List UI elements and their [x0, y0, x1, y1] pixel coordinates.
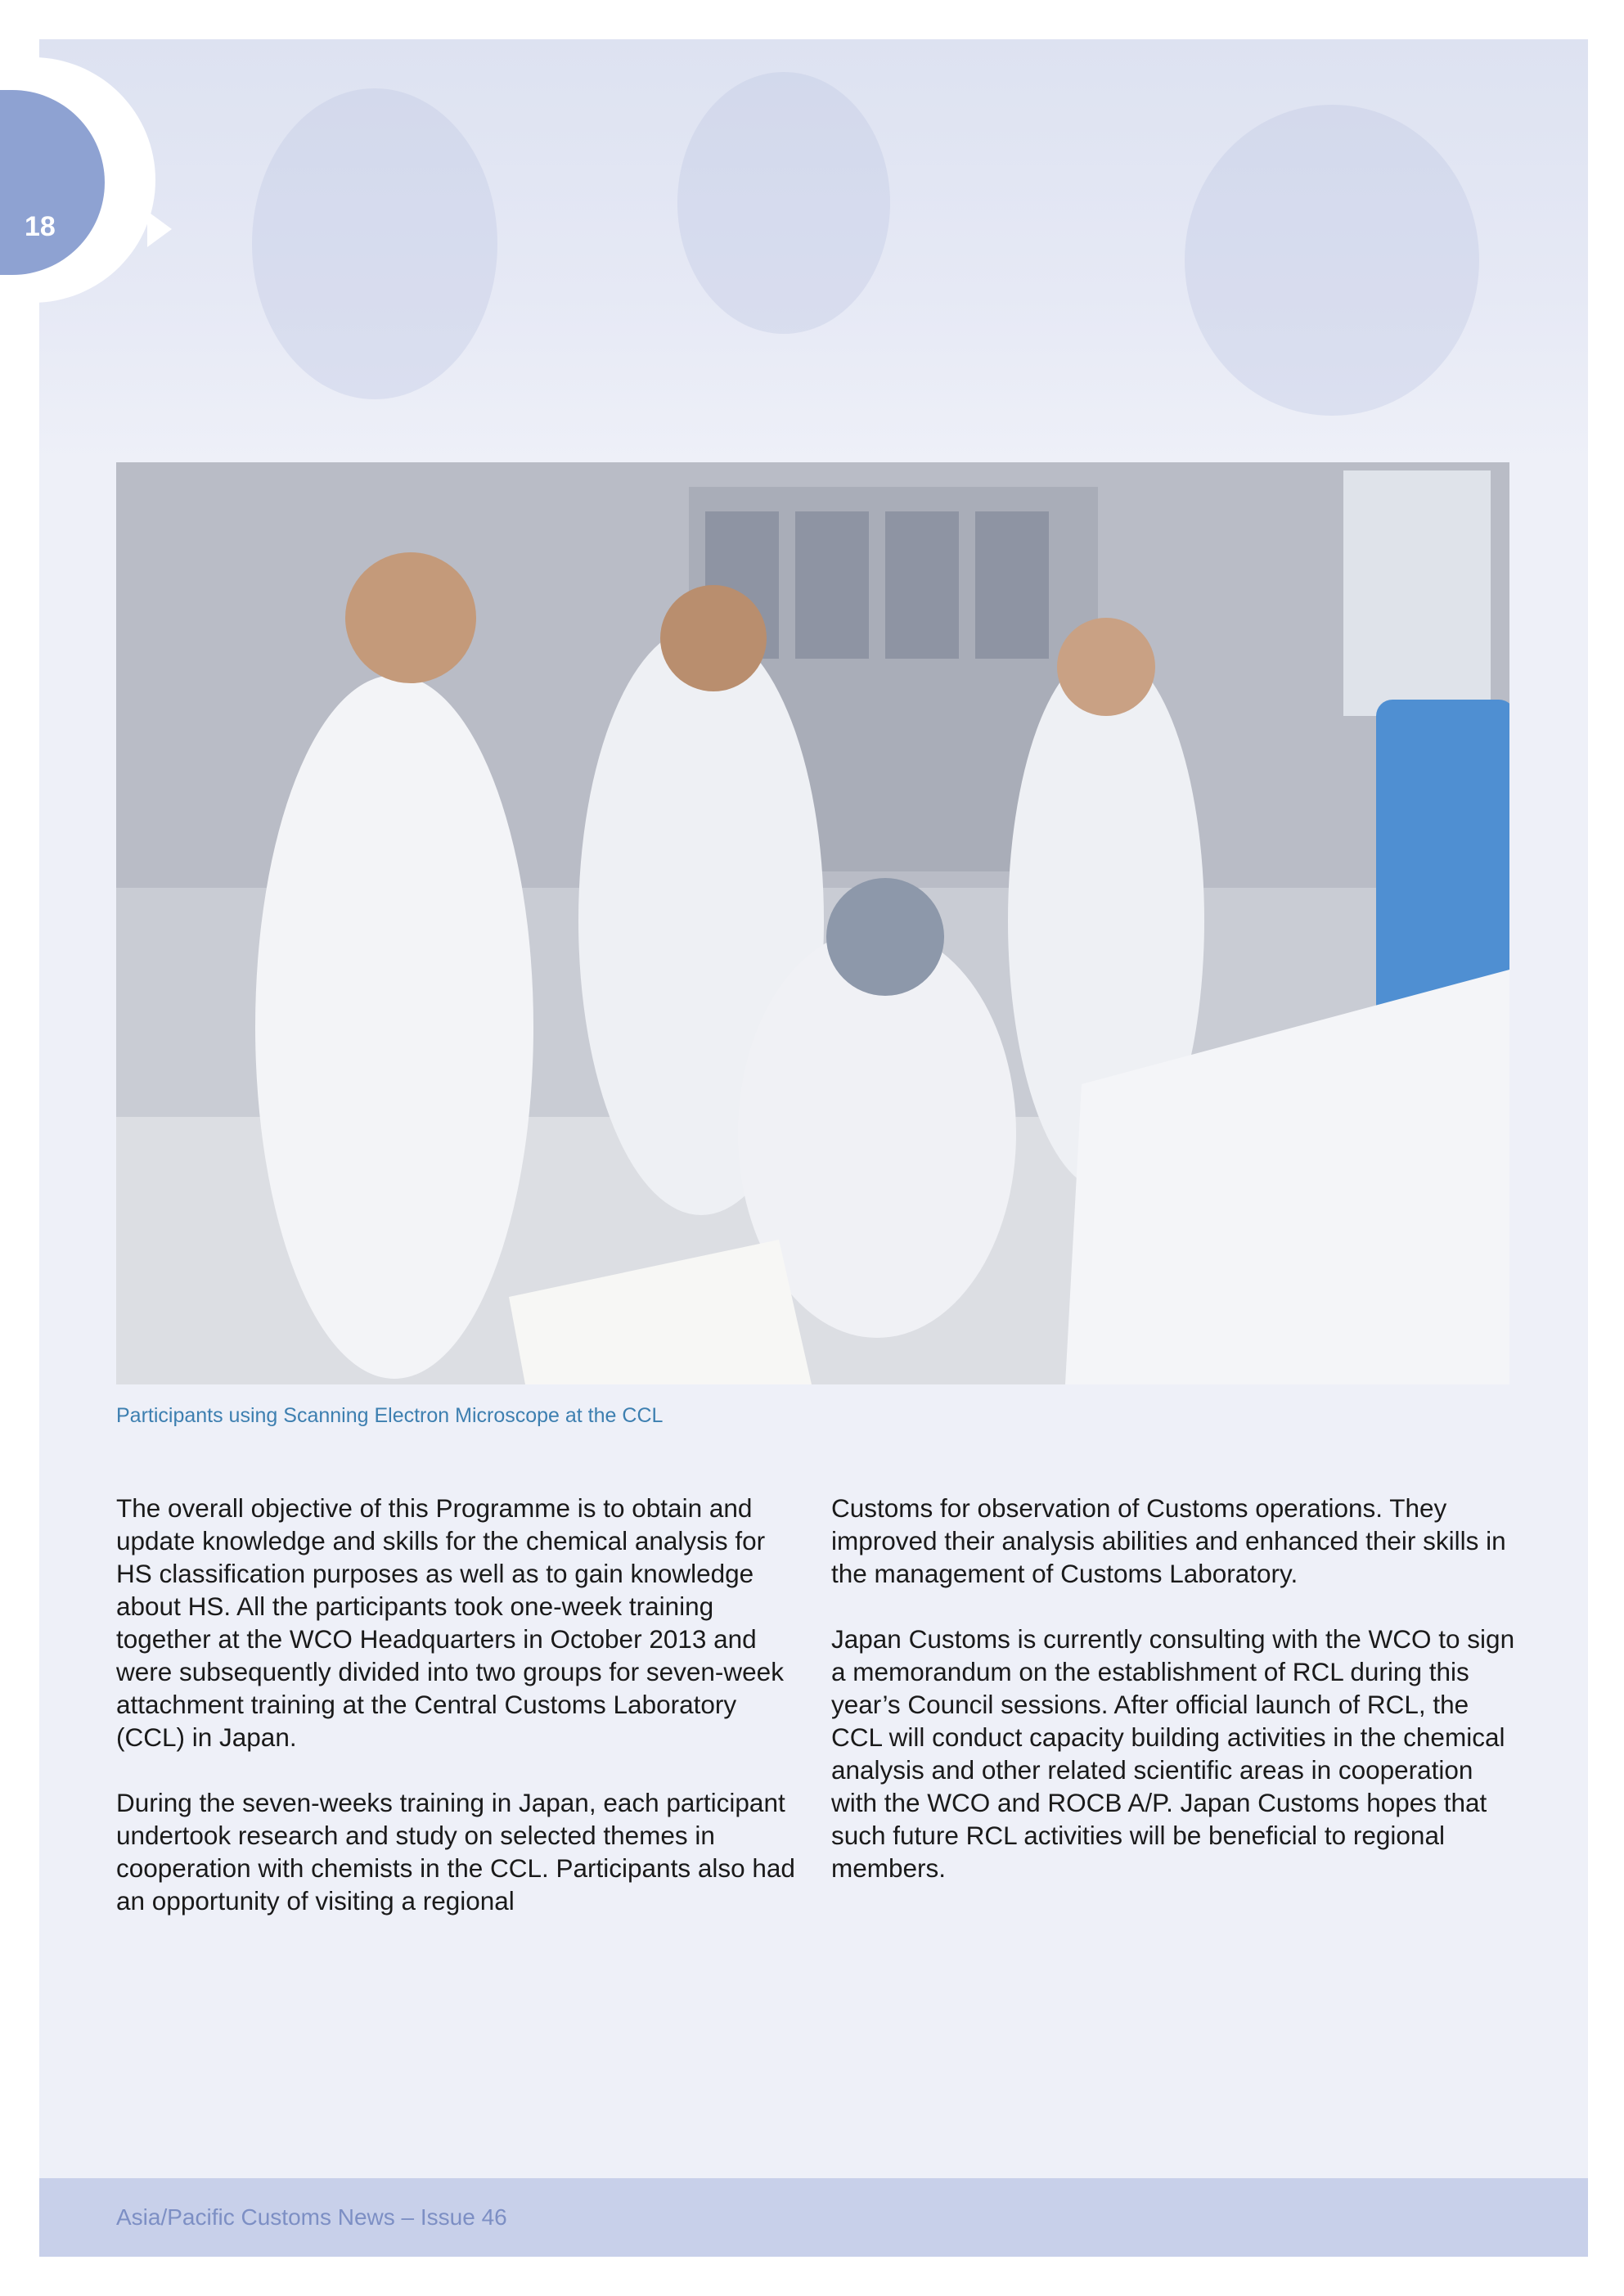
photo-caption: Participants using Scanning Electron Microscope at the CCL: [116, 1404, 664, 1427]
footer-band: [39, 2178, 1588, 2257]
ghost-figure: [252, 88, 497, 399]
lab-photo: [116, 462, 1509, 1384]
person-left: [255, 675, 533, 1379]
ghost-figure: [677, 72, 890, 334]
page-tab-notch: [147, 211, 172, 247]
page-number: 18: [25, 211, 56, 242]
paragraph: Japan Customs is currently consulting with the WCO to sign a memorandum on the establishment of RCL during this year’s Council sessions. After official launch of RCL, the CCL will conduct capacity building activities in the chemical analysis and other related scientific areas in cooperation with the WCO and ROCB A/P. Japan Customs hopes that such future RCL activities will be beneficial to regional members.: [831, 1624, 1515, 1883]
paragraph: During the seven-weeks training in Japan, each participant undertook research and study on selected themes in cooperation with chemists in the CCL. Participants also had an opportunity of visiting a regional: [116, 1788, 795, 1916]
wall-poster: [1343, 470, 1491, 716]
paragraph: The overall objective of this Programme is to obtain and update knowledge and skills for the chemical analysis for HS classification purposes as well as to gain knowledge about HS. All the participants took one-week training together at the WCO Headquarters in October 2013 and were subsequently divided into two groups for seven-week attachment training at the Central Customs Laboratory (CCL) in Japan.: [116, 1493, 784, 1752]
paragraph: Customs for observation of Customs operations. They improved their analysis abilities and enhanced their skills in the management of Customs Laboratory.: [831, 1493, 1506, 1588]
header-background-image: [39, 39, 1588, 465]
footer-publication-title: Asia/Pacific Customs News – Issue 46: [116, 2204, 507, 2230]
text-column-left: [116, 1492, 803, 1950]
lab-photo-illustration: [116, 462, 1509, 1384]
ghost-figure: [1185, 105, 1479, 416]
text-column-right: [831, 1492, 1518, 1917]
